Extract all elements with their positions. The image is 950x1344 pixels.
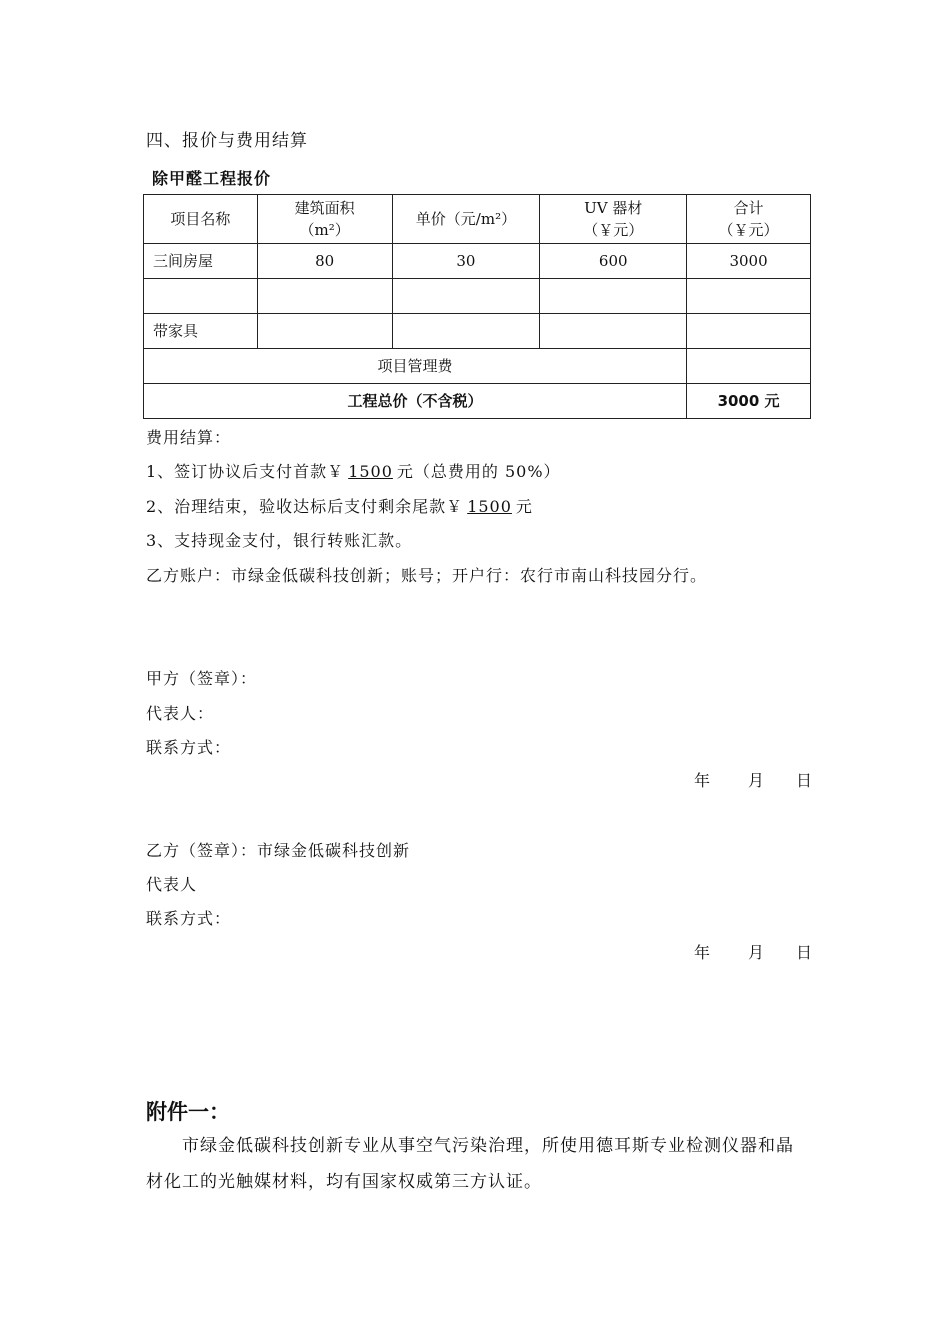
payment-item-2: 2、治理结束，验收达标后支付剩余尾款￥ 1500 元 xyxy=(146,497,533,516)
party-b-sign: 乙方（签章）：市绿金低碳科技创新 xyxy=(146,841,411,860)
first-payment-amount: 1500 xyxy=(348,462,393,481)
table-row xyxy=(144,244,811,279)
management-fee-value xyxy=(687,349,811,384)
party-b-contact: 联系方式： xyxy=(146,909,232,928)
table-cell: 带家具 xyxy=(144,314,258,349)
table-cell xyxy=(144,279,258,314)
attachment-title: 附件一： xyxy=(146,1100,230,1124)
table-cell xyxy=(540,279,687,314)
table-cell: 80 xyxy=(257,244,392,279)
header-cell-total: 合计 （￥元） xyxy=(687,195,811,244)
management-fee-row xyxy=(144,349,811,384)
party-a-sign: 甲方（签章）： xyxy=(146,669,258,688)
quote-table xyxy=(143,194,811,419)
header-cell-name: 项目名称 xyxy=(144,195,258,244)
payment-item-3: 3、支持现金支付，银行转账汇款。 xyxy=(146,531,413,550)
header-cell-area: 建筑面积 （m²） xyxy=(257,195,392,244)
party-a-rep: 代表人： xyxy=(146,704,215,723)
total-label: 工程总价（不含税） xyxy=(144,384,687,419)
party-b-date: 年 月 日 xyxy=(694,943,813,962)
payment-title: 费用结算： xyxy=(146,428,232,447)
table-row xyxy=(144,314,811,349)
final-payment-amount: 1500 xyxy=(467,497,512,516)
party-a-date: 年 月 日 xyxy=(694,771,813,790)
table-cell xyxy=(392,279,540,314)
management-fee-label: 项目管理费 xyxy=(144,349,687,384)
table-cell xyxy=(257,279,392,314)
party-b-rep: 代表人 xyxy=(146,875,198,894)
table-cell: 三间房屋 xyxy=(144,244,258,279)
table-title: 除甲醛工程报价 xyxy=(152,169,272,188)
table-cell: 600 xyxy=(540,244,687,279)
table-row xyxy=(144,279,811,314)
table-cell xyxy=(687,314,811,349)
header-cell-uv: UV 器材 （￥元） xyxy=(540,195,687,244)
party-a-contact: 联系方式： xyxy=(146,738,232,757)
table-cell xyxy=(257,314,392,349)
table-cell xyxy=(540,314,687,349)
table-header-row xyxy=(144,195,811,244)
table-cell xyxy=(687,279,811,314)
payment-item-1: 1、签订协议后支付首款￥ 1500 元（总费用的 50%） xyxy=(146,462,561,481)
header-cell-unit-price: 单价（元/m²） xyxy=(392,195,540,244)
party-b-account: 乙方账户：市绿金低碳科技创新；账号；开户行：农行市南山科技园分行。 xyxy=(146,566,708,585)
total-row xyxy=(144,384,811,419)
attachment-text: 市绿金低碳科技创新专业从事空气污染治理，所使用德耳斯专业检测仪器和晶材化工的光触媒材料，均有国家权威第三方认证。 xyxy=(146,1136,794,1192)
section-title: 四、报价与费用结算 xyxy=(146,131,308,151)
total-value: 3000 元 xyxy=(687,384,811,419)
table-cell xyxy=(392,314,540,349)
table-cell: 30 xyxy=(392,244,540,279)
table-cell: 3000 xyxy=(687,244,811,279)
